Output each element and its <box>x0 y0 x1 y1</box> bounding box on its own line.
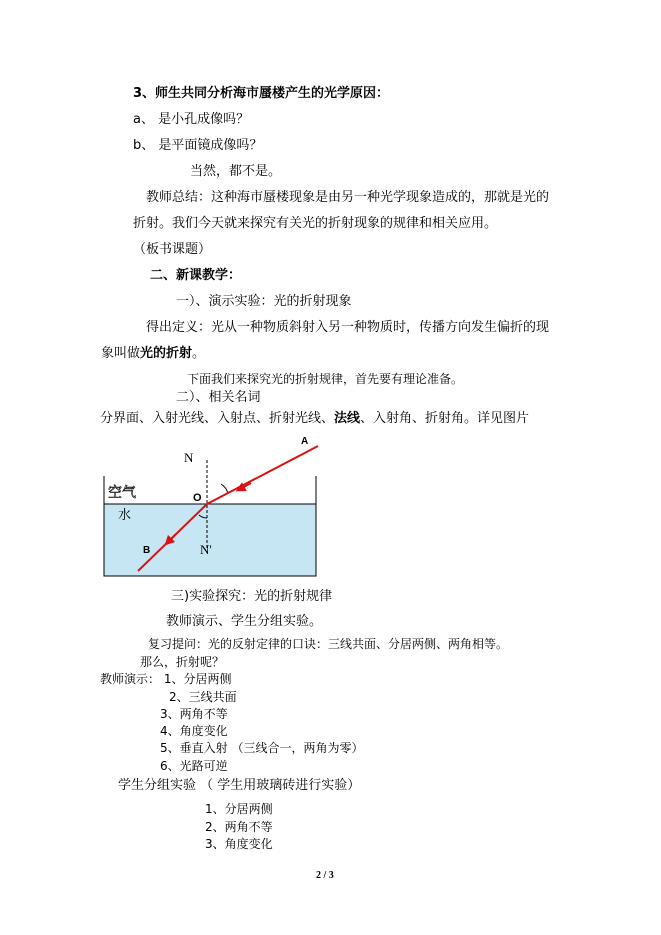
label-a: A <box>301 436 309 447</box>
demo-item-5: 5、垂直入射 （三线合一，两角为零） <box>160 741 364 755</box>
terms-list-part-2: 、入射角、折射角。详见图片 <box>360 411 530 426</box>
water-region <box>104 504 316 576</box>
question-a: a、 是小孔成像吗？ <box>133 112 250 127</box>
section-heading-new-lesson: 二、新课教学： <box>150 268 242 283</box>
demo-item-3: 3、两角不等 <box>160 707 228 721</box>
section-item-3: 3、师生共同分析海市蜃楼产生的光学原因： <box>133 86 390 101</box>
terms-normal-line: 法线 <box>334 411 361 426</box>
experiment-intro: 教师演示、学生分组实验。 <box>166 614 323 629</box>
label-air: 空气 <box>108 485 136 501</box>
refraction-diagram <box>96 430 326 580</box>
question-b: b、 是平面镜成像吗？ <box>133 138 263 153</box>
definition-text: 象叫做 <box>101 346 141 361</box>
terms-list-part-1: 分界面、入射光线、入射点、折射光线、 <box>100 411 335 426</box>
label-o: O <box>193 492 202 504</box>
terms-list <box>100 411 529 427</box>
page-number: 2 / 3 <box>316 870 334 881</box>
definition-term: 光的折射 <box>140 346 193 361</box>
theory-prep-line: 下面我们来探究光的折射规律，首先要有理论准备。 <box>187 372 464 386</box>
answer-line: 当然，都不是。 <box>190 164 282 179</box>
subsection-demo-experiment: 一）、演示实验：光的折射现象 <box>176 294 352 309</box>
demo-item-6: 6、光路可逆 <box>160 759 228 773</box>
demo-item-2: 2、三线共面 <box>169 690 237 704</box>
definition-period: 。 <box>192 346 206 361</box>
subsection-terms: 二）、相关名词 <box>176 390 261 405</box>
student-item-2: 2、两角不等 <box>205 820 273 834</box>
incident-ray <box>207 446 318 504</box>
teacher-summary-line-1: 教师总结：这种海市蜃楼现象是由另一种光学现象造成的，那就是光的 <box>146 190 550 205</box>
student-item-1: 1、分居两侧 <box>205 802 273 816</box>
label-n: N <box>184 450 194 465</box>
definition-line-2 <box>101 346 205 362</box>
student-group-experiment: 学生分组实验 （ 学生用玻璃砖进行实验） <box>118 778 361 793</box>
label-b: B <box>143 545 151 556</box>
label-water: 水 <box>118 508 132 523</box>
student-item-3: 3、角度变化 <box>205 837 273 851</box>
subsection-inquiry: 三)实验探究：光的折射规律 <box>171 589 333 604</box>
followup-question: 那么，折射呢？ <box>140 655 225 669</box>
review-question: 复习提问：光的反射定律的口诀：三线共面、分居两侧、两角相等。 <box>148 637 509 651</box>
board-title-note: （板书课题） <box>133 242 212 257</box>
label-n-prime: N' <box>200 542 212 557</box>
definition-line-1: 得出定义：光从一种物质斜射入另一种物质时，传播方向发生偏折的现 <box>146 320 550 335</box>
demo-item-4: 4、角度变化 <box>160 724 228 738</box>
teacher-summary-line-2: 折射。我们今天就来探究有关光的折射现象的规律和相关应用。 <box>133 216 498 231</box>
demo-item-1: 教师演示： 1、分居两侧 <box>100 672 232 686</box>
